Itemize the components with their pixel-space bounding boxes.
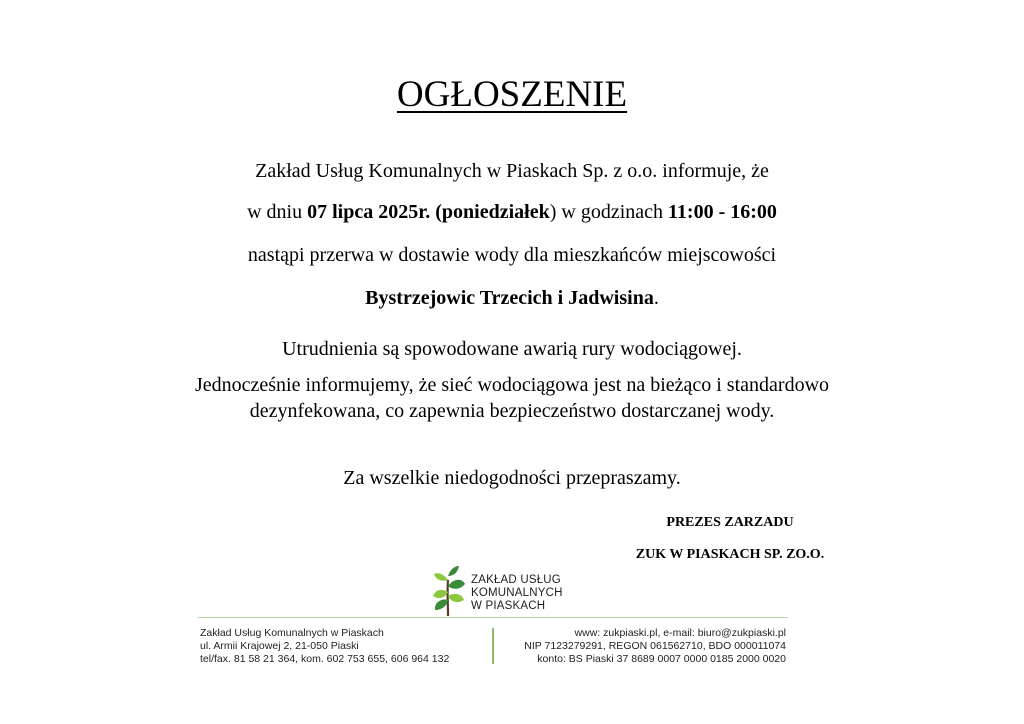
hours-prefix: w godzinach [556, 201, 669, 223]
footer-contact-right [500, 627, 786, 666]
footer-address: ul. Armii Krajowej 2, 21-050 Piaski [200, 640, 359, 652]
announcement-title: OGŁOSZENIE [396, 74, 628, 115]
logo-line-1: ZAKŁAD USŁUG [471, 574, 561, 586]
outage-weekday: (poniedziałek [435, 201, 550, 223]
date-prefix: w dniu [247, 201, 308, 223]
footer-web-email: www: zukpiaski.pl, e-mail: biuro@zukpiaski.pl [574, 627, 786, 639]
outage-date: 07 lipca 2025r. [307, 201, 431, 223]
apology-text: Za wszelkie niedogodności przepraszamy. [343, 467, 681, 489]
weekday-paren-close: ) [549, 201, 557, 223]
footer-rule [198, 617, 788, 618]
footer-bank-account: konto: BS Piaski 37 8689 0007 0000 0185 2000 0020 [537, 653, 786, 665]
sprout-leaves-icon [428, 562, 468, 618]
info-paragraph: Jednocześnie informujemy, że sieć wodociągowa jest na bieżąco i standardowo dezynfekowana, co zapewnia bezpieczeństwo dostarczanej wody. [194, 374, 830, 422]
footer-company-name: Zakład Usług Komunalnych w Piaskach [200, 627, 384, 639]
footer-phones: tel/fax. 81 58 21 364, kom. 602 753 655, 606 964 132 [200, 653, 450, 665]
footer-tax-ids: NIP 7123279291, REGON 061562710, BDO 000011074 [524, 640, 786, 652]
intro-text: Zakład Usług Komunalnych w Piaskach Sp. z o.o. informuje, że [255, 160, 769, 182]
locations-line [0, 285, 1024, 311]
company-logo-text [471, 574, 563, 613]
logo-line-2: KOMUNALNYCH [471, 587, 563, 599]
footer-divider [492, 628, 494, 664]
cause-text: Utrudnienia są spowodowane awarią rury wodociągowej. [282, 338, 742, 360]
signature-company: ZUK W PIASKACH SP. ZO.O. [635, 547, 825, 562]
date-line [0, 199, 1024, 225]
locations-period: . [653, 287, 659, 309]
logo-line-3: W PIASKACH [471, 600, 546, 612]
signature-role: PREZES ZARZADU [666, 515, 794, 530]
affected-locations: Bystrzejowic Trzecich i Jadwisina [365, 287, 654, 309]
outage-text: nastąpi przerwa w dostawie wody dla mieszkańców miejscowości [247, 244, 777, 266]
footer-contact-left [200, 627, 449, 666]
outage-hours: 11:00 - 16:00 [668, 201, 777, 223]
